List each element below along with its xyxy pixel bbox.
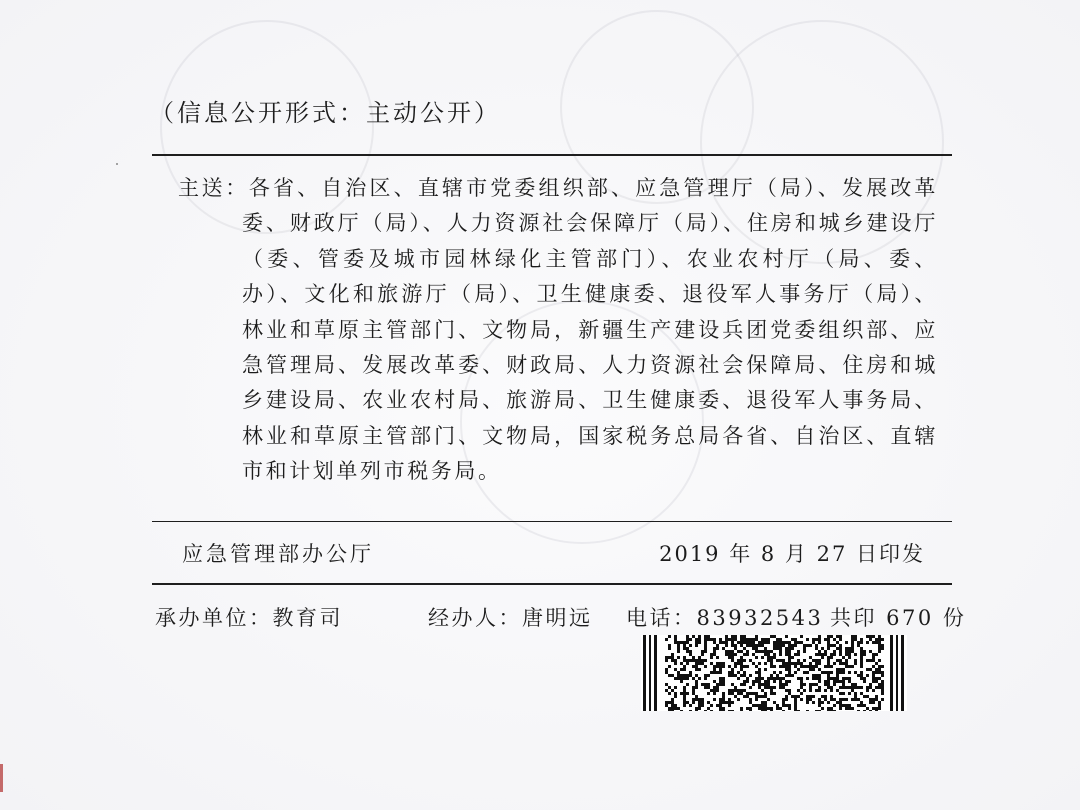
barcode-image xyxy=(641,635,907,711)
edge-mark xyxy=(0,764,3,792)
disclosure-form: （信息公开形式：主动公开） xyxy=(150,99,501,127)
top-rule xyxy=(152,154,952,156)
distribution-label: 主送： xyxy=(178,176,249,200)
print-date: 2019 年 8 月 27 日印发 xyxy=(659,542,925,566)
copies-printed: 共印 670 份 xyxy=(830,606,967,630)
bottom-rule xyxy=(152,583,952,585)
distribution-block xyxy=(178,171,938,490)
phone: 电话：83932543 xyxy=(626,606,824,630)
handler: 经办人：唐明远 xyxy=(428,606,593,630)
undertaking-unit: 承办单位：教育司 xyxy=(155,606,343,630)
paper-speck xyxy=(116,163,118,165)
issuing-office: 应急管理部办公厅 xyxy=(182,542,374,566)
middle-rule xyxy=(152,521,952,522)
distribution-recipients: 各省、自治区、直辖市党委组织部、应急管理厅（局）、发展改革委、财政厅（局）、人力资源社会保障厅（局）、住房和城乡建设厅（委、管委及城市园林绿化主管部门）、农业农村厅（局、委、办）、文化和旅游厅（局）、卫生健康委、退役军人事务厅（局）、林业和草原主管部门、文物局，新疆生产建设兵团党委组织部、应急管理局、发展改革委、财政局、人力资源社会保障局、住房和城乡建设局、农业农村局、旅游局、卫生健康委、退役军人事务局、林业和草原主管部门、文物局，国家税务总局各省、自治区、直辖市和计划单列市税务局。 xyxy=(242,176,938,484)
